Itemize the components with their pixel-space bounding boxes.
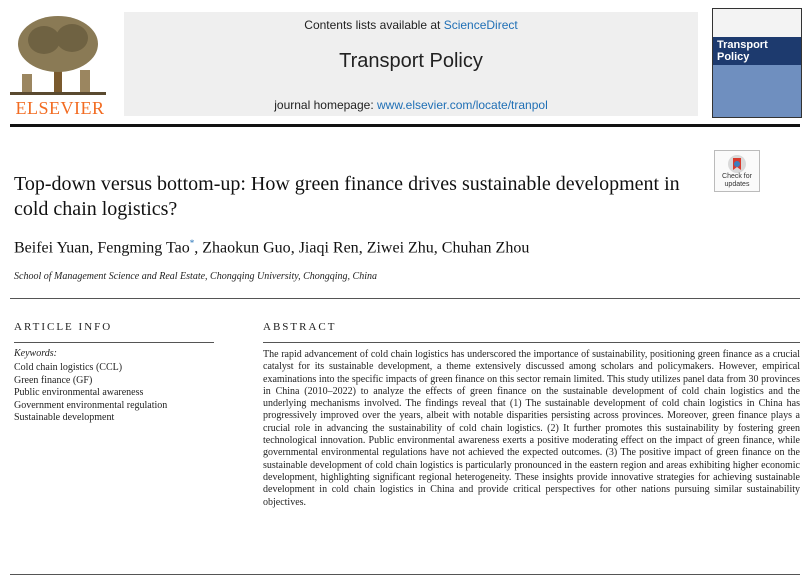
keyword-item: Cold chain logistics (CCL) — [14, 362, 123, 373]
contents-prefix: Contents lists available at — [304, 18, 444, 32]
abstract-text: The rapid advancement of cold chain logistics has underscored the importance of sustainability, positioning green finance as a crucial catalyst for its sustainable development, a theme extensively discussed among scholars and policymakers. However, empirical examinations into the specific impacts of green finance on this sector remain limited. This study utilizes panel data from 30 provinces in China (2010–2022) to analyze the effects of green finance on the sustainable development of cold chain logistics and the underlying mechanisms involved. The findings reveal that (1) The sustainable development of cold chain logistics in China has progressively improved over the years, albeit with notable disparities persisting across provinces. Moreover, green finance plays a crucial role in advancing the sustainability of cold chain logistics. (2) It further promotes this sustainability by fostering green technological innovation. Public environmental awareness exerts a positive moderating effect on the impact of green finance, while governmental environmental regulations have not achieved the expected outcomes. (3) The positive impact of green finance on the sustainable development of cold chain logistics is particularly pronounced in the eastern region and areas exhibiting higher economic development, highlighting significant regional heterogeneity. These insights provide innovative strategies for achieving sustainable development in cold chain logistics in China and provide critical perspectives for other nations pursuing similar sustainability objectives. — [263, 349, 800, 508]
author-name[interactable]: Chuhan Zhou — [441, 239, 530, 257]
keyword-item: Government environmental regulation — [14, 399, 168, 411]
keyword-item: Sustainable development — [14, 412, 115, 423]
author-name[interactable]: Jiaqi Ren — [298, 239, 359, 257]
keywords-list — [14, 362, 234, 425]
keyword-item: Green finance (GF) — [14, 374, 93, 386]
sciencedirect-link[interactable]: ScienceDirect — [443, 18, 518, 32]
journal-band — [124, 12, 698, 116]
cover-photo — [713, 65, 801, 117]
homepage-prefix: journal homepage: — [274, 98, 377, 112]
journal-cover-image[interactable] — [712, 8, 802, 118]
author-name[interactable]: Beifei Yuan — [14, 239, 90, 257]
elsevier-logo[interactable] — [10, 14, 106, 118]
author-name[interactable]: Zhaokun Guo — [202, 239, 291, 257]
crossmark-label: Check for updates — [722, 173, 752, 188]
section-divider — [10, 298, 800, 299]
elsevier-tree-icon — [10, 14, 106, 96]
journal-title[interactable]: Transport Policy — [339, 50, 483, 72]
article-info-rule — [14, 342, 214, 343]
article-info-heading: ARTICLE INFO — [14, 321, 113, 333]
homepage-line — [124, 98, 698, 112]
corresponding-author-mark[interactable]: * — [189, 238, 195, 248]
abstract-rule — [263, 342, 800, 343]
article-title: Top-down versus bottom-up: How green finance drives sustainable development in cold chain logistics? — [14, 173, 680, 220]
abstract-heading: ABSTRACT — [263, 321, 337, 333]
author-name[interactable]: Fengming Tao — [97, 239, 190, 257]
author-name[interactable]: Ziwei Zhu — [366, 239, 434, 257]
affiliation: School of Management Science and Real Estate, Chongqing University, Chongqing, China — [14, 271, 378, 282]
header-rule — [10, 124, 800, 127]
keywords-label: Keywords: — [14, 348, 57, 359]
check-for-updates-badge[interactable] — [714, 150, 760, 192]
bottom-rule — [10, 574, 800, 575]
keyword-item: Public environmental awareness — [14, 387, 144, 398]
contents-line — [124, 18, 698, 32]
crossmark-icon — [727, 154, 747, 174]
author-list: Beifei Yuan, Fengming Tao*, Zhaokun Guo, Jiaqi Ren, Ziwei Zhu, Chuhan Zhou — [14, 238, 530, 257]
elsevier-wordmark: ELSEVIER — [15, 98, 105, 118]
cover-title: Transport Policy — [717, 39, 768, 63]
journal-homepage-link[interactable]: www.elsevier.com/locate/tranpol — [377, 98, 548, 112]
cover-banner — [713, 9, 801, 37]
journal-header — [0, 0, 808, 122]
